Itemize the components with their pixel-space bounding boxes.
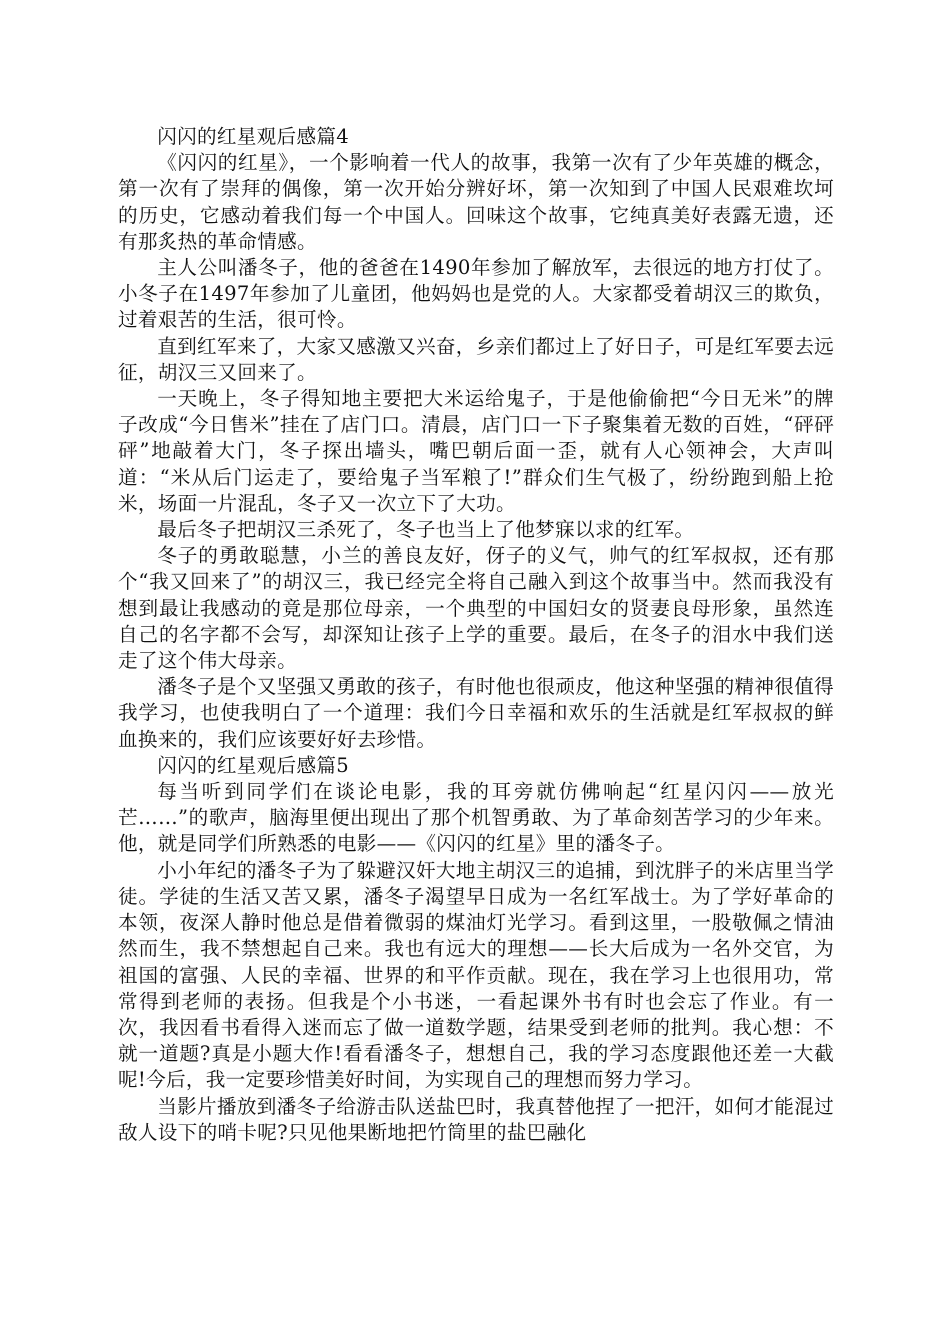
paragraph: 冬子的勇敢聪慧，小兰的善良友好，伢子的义气，帅气的红军叔叔，还有那个“我又回来了”的胡汉三，我已经完全将自己融入到这个故事当中。然而我没有想到最让我感动的竟是那位母亲，一个典型的中国妇女的贤妻良母形象，虽然连自己的名字都不会写，却深知让孩子上学的重要。最后，在冬子的泪水中我们送走了这个伟大母亲。: [118, 544, 834, 673]
paragraph: 主人公叫潘冬子，他的爸爸在1490年参加了解放军，去很远的地方打仗了。小冬子在1497年参加了儿童团，他妈妈也是党的人。大家都受着胡汉三的欺负，过着艰苦的生活，很可怜。: [118, 256, 834, 332]
document-body: [118, 124, 834, 1146]
paragraph: 小小年纪的潘冬子为了躲避汉奸大地主胡汉三的追捕，到沈胖子的米店里当学徒。学徒的生活又苦又累，潘冬子渴望早日成为一名红军战士。为了学好革命的本领，夜深人静时他总是借着微弱的煤油灯光学习。看到这里，一股敬佩之情油然而生，我不禁想起自己来。我也有远大的理想——长大后成为一名外交官，为祖国的富强、人民的幸福、世界的和平作贡献。现在，我在学习上也很用功，常常得到老师的表扬。但我是个小书迷，一看起课外书有时也会忘了作业。有一次，我因看书看得入迷而忘了做一道数学题，结果受到老师的批判。我心想：不就一道题?真是小题大作!看看潘冬子，想想自己，我的学习态度跟他还差一大截呢!今后，我一定要珍惜美好时间，为实现自己的理想而努力学习。: [118, 858, 834, 1092]
heading-part-4: 闪闪的红星观后感篇4: [157, 125, 349, 148]
paragraph: 《闪闪的红星》，一个影响着一代人的故事，我第一次有了少年英雄的概念，第一次有了崇拜的偶像，第一次开始分辨好坏，第一次知到了中国人民艰难坎坷的历史，它感动着我们每一个中国人。回味这个故事，它纯真美好表露无遗，还有那炙热的革命情感。: [118, 151, 834, 253]
paragraph: 直到红军来了，大家又感激又兴奋，乡亲们都过上了好日子，可是红军要去远征，胡汉三又回来了。: [118, 334, 834, 384]
paragraph: 一天晚上，冬子得知地主要把大米运给鬼子，于是他偷偷把“今日无米”的牌子改成“今日售米”挂在了店门口。清晨，店门口一下子聚集着无数的百姓，“砰砰砰”地敲着大门，冬子探出墙头，嘴巴朝后面一歪，就有人心领神会，大声叫道：“米从后门运走了，要给鬼子当军粮了!”群众们生气极了，纷纷跑到船上抢米，场面一片混乱，冬子又一次立下了大功。: [118, 387, 834, 515]
paragraph: 最后冬子把胡汉三杀死了，冬子也当上了他梦寐以求的红军。: [157, 518, 695, 542]
paragraph: 潘冬子是个又坚强又勇敢的孩子，有时他也很顽皮，他这种坚强的精神很值得我学习，也使我明白了一个道理：我们今日幸福和欢乐的生活就是红军叔叔的鲜血换来的，我们应该要好好去珍惜。: [118, 675, 834, 751]
paragraph: 每当听到同学们在谈论电影，我的耳旁就仿佛响起“红星闪闪——放光芒……”的歌声，脑海里便出现出了那个机智勇敢、为了革命刻苦学习的少年来。他，就是同学们所熟悉的电影——《闪闪的红星》里的潘冬子。: [118, 780, 834, 856]
heading-part-5: 闪闪的红星观后感篇5: [157, 753, 349, 777]
paragraph: 当影片播放到潘冬子给游击队送盐巴时，我真替他捏了一把汗，如何才能混过敌人设下的哨卡呢?只见他果断地把竹筒里的盐巴融化: [118, 1094, 834, 1144]
